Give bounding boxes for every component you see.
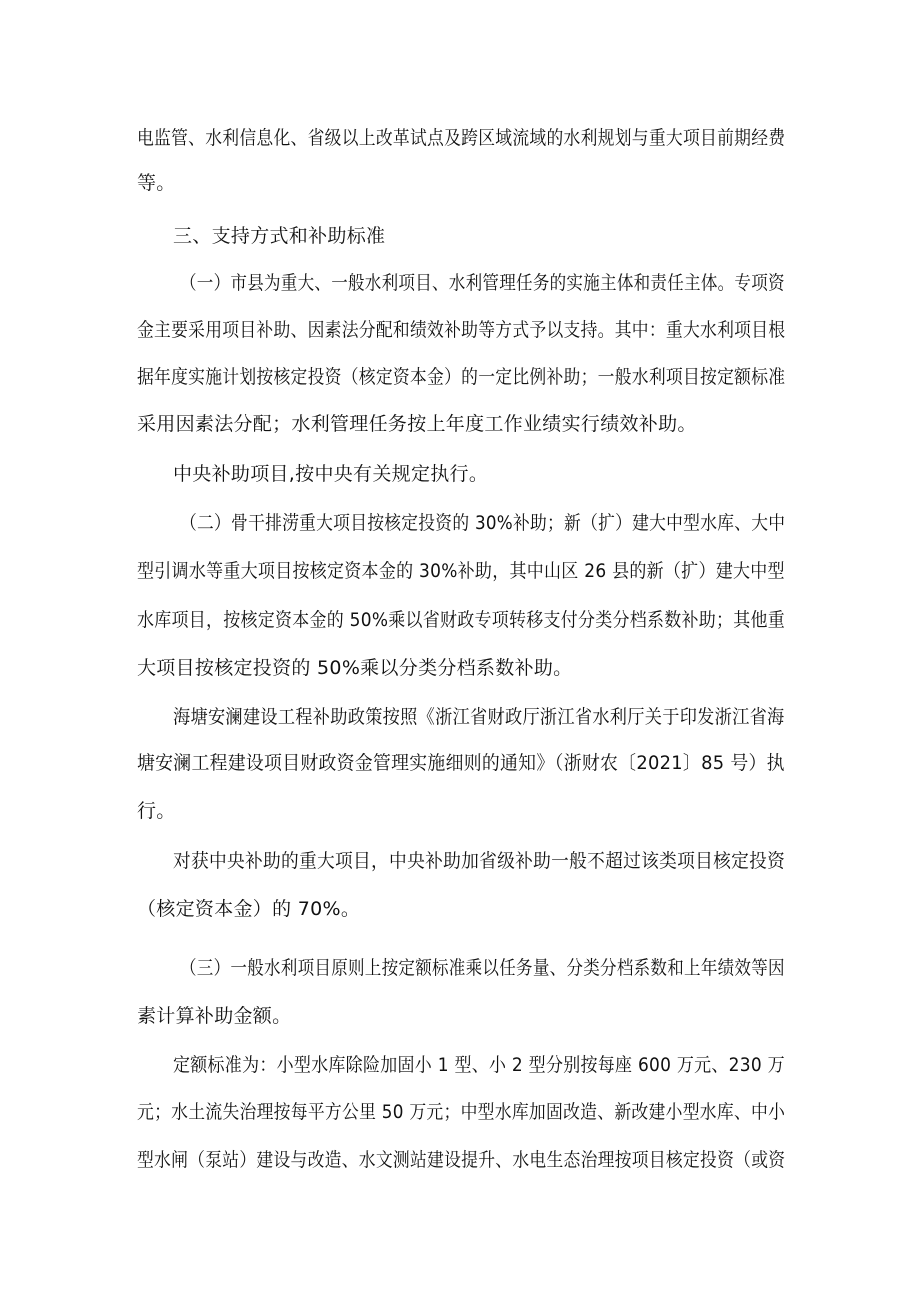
text-line: 水库项目，按核定资本金的 50%乘以省财政专项转移支付分类分档系数补助；其他重: [137, 609, 785, 631]
text-line: （核定资本金）的 70%。: [137, 898, 361, 920]
text-line: 等。: [137, 172, 176, 194]
text-line: 中央补助项目,按中央有关规定执行。: [173, 463, 489, 485]
text-line: 素计算补助金额。: [137, 1005, 292, 1027]
text-line: 塘安澜工程建设项目财政资金管理实施细则的通知》（浙财农〔2021〕85 号）执: [137, 752, 785, 774]
text-line: 元；水土流失治理按每平方公里 50 万元；中型水库加固改造、新改建小型水库、中小: [137, 1101, 786, 1123]
section-heading: 三、支持方式和补助标准: [173, 225, 386, 247]
text-line: 海塘安澜建设工程补助政策按照《浙江省财政厅浙江省水利厅关于印发浙江省海: [173, 706, 785, 728]
text-line: 金主要采用项目补助、因素法分配和绩效补助等方式予以支持。其中：重大水利项目根: [137, 319, 786, 341]
text-line: 电监管、水利信息化、省级以上改革试点及跨区域流域的水利规划与重大项目前期经费: [137, 127, 786, 149]
text-line: 定额标准为：小型水库除险加固小 1 型、小 2 型分别按每座 600 万元、230 万: [173, 1054, 785, 1076]
text-line: 型水闸（泵站）建设与改造、水文测站建设提升、水电生态治理按项目核定投资（或资: [137, 1149, 786, 1171]
text-line: 对获中央补助的重大项目，中央补助加省级补助一般不超过该类项目核定投资: [173, 850, 786, 872]
text-line: （二）骨干排涝重大项目按核定投资的 30%补助；新（扩）建大中型水库、大中: [180, 512, 786, 534]
text-line: 大项目按核定投资的 50%乘以分类分档系数补助。: [137, 657, 573, 679]
text-line: 行。: [137, 800, 176, 822]
text-line: 据年度实施计划按核定投资（核定资本金）的一定比例补助；一般水利项目按定额标准: [137, 366, 786, 388]
text-line: 型引调水等重大项目按核定资本金的 30%补助，其中山区 26 县的新（扩）建大中型: [137, 560, 785, 582]
text-line: 采用因素法分配；水利管理任务按上年度工作业绩实行绩效补助。: [137, 413, 697, 435]
text-line: （一）市县为重大、一般水利项目、水利管理任务的实施主体和责任主体。专项资: [180, 272, 785, 294]
text-line: （三）一般水利项目原则上按定额标准乘以任务量、分类分档系数和上年绩效等因: [180, 957, 785, 979]
